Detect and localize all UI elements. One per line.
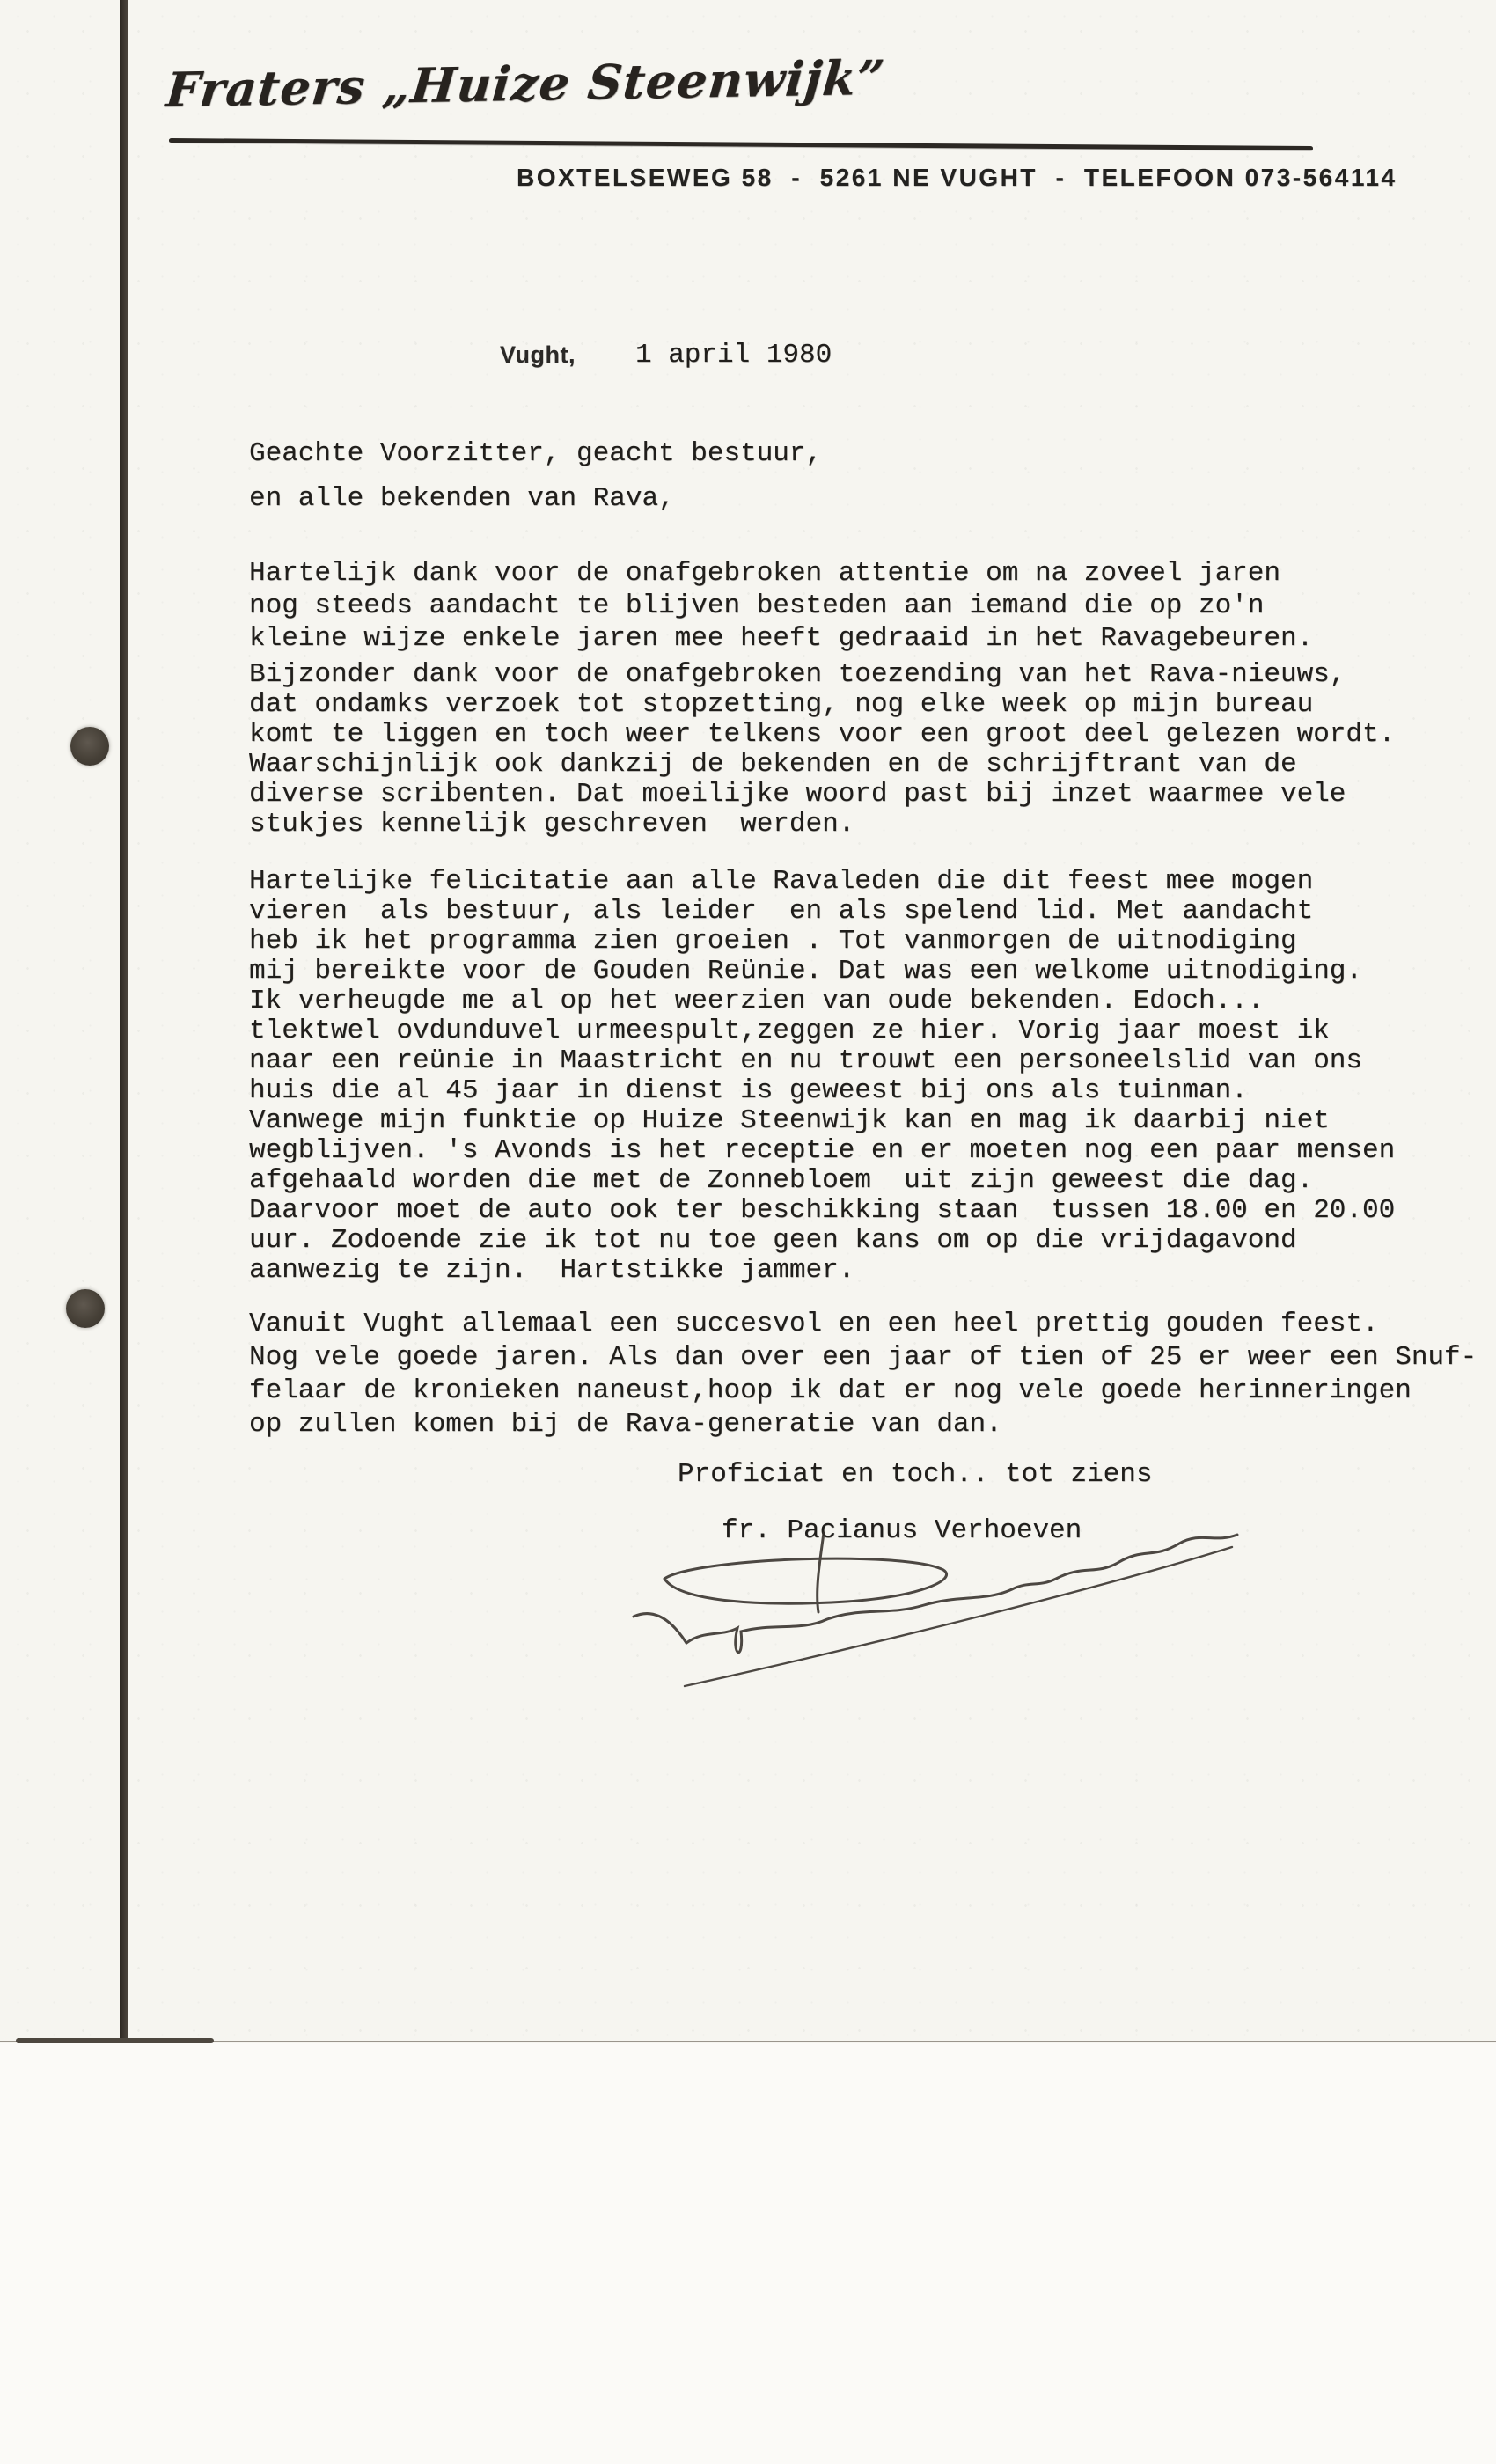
closing-signer-name: fr. Pacianus Verhoeven: [722, 1515, 1082, 1546]
salutation-line-1: Geachte Voorzitter, geacht bestuur,: [249, 438, 823, 469]
letterhead-logo: Fraters „Huize Steenwijk”: [164, 48, 888, 118]
letter-line: Vanuit Vught allemaal een succesvol en een heel prettig gouden feest.: [249, 1309, 1379, 1339]
letterhead-address: BOXTELSEWEG 58 - 5261 NE VUGHT - TELEFOON 073-564114: [517, 164, 1397, 191]
signature-name-stroke: [634, 1535, 1237, 1653]
handwritten-signature: [616, 1524, 1267, 1727]
letter-line: Hartelijk dank voor de onafgebroken attentie om na zoveel jaren: [249, 558, 1280, 589]
letter-line: Waarschijnlijk ook dankzij de bekenden en de schrijftrant van de: [249, 749, 1297, 780]
letter-line: diverse scribenten. Dat moeilijke woord past bij inzet waarmee vele: [249, 779, 1346, 810]
letter-line: uur. Zodoende zie ik tot nu toe geen kans om op die vrijdagavond: [249, 1225, 1297, 1256]
letter-line: heb ik het programma zien groeien . Tot vanmorgen de uitnodiging: [249, 926, 1297, 957]
letter-line: mij bereikte voor de Gouden Reünie. Dat was een welkome uitnodiging.: [249, 956, 1363, 986]
letterhead-rule: [169, 138, 1313, 150]
scanner-background: [0, 2043, 1496, 2464]
letter-line: Vanwege mijn funktie op Huize Steenwijk kan en mag ik daarbij niet: [249, 1105, 1330, 1136]
book-spine-edge: [120, 0, 128, 2043]
letter-paragraph-4: [249, 1308, 1477, 1441]
punch-hole-bottom: [66, 1289, 105, 1328]
salutation-line-2: en alle bekenden van Rava,: [249, 483, 675, 514]
letter-line: nog steeds aandacht te blijven besteden aan iemand die op zo'n: [249, 590, 1265, 621]
signature-tall-stroke: [818, 1533, 824, 1612]
letter-line: Bijzonder dank voor de onafgebroken toezending van het Rava-nieuws,: [249, 659, 1346, 690]
letter-line: aanwezig te zijn. Hartstikke jammer.: [249, 1255, 855, 1286]
letter-paragraph-3: [249, 867, 1395, 1286]
letter-line: huis die al 45 jaar in dienst is geweest bij ons als tuinman.: [249, 1075, 1248, 1106]
date-place-label: Vught,: [500, 341, 576, 368]
letter-line: felaar de kronieken naneust,hoop ik dat er nog vele goede herinneringen: [249, 1375, 1412, 1406]
closing-farewell: Proficiat en toch.. tot ziens: [678, 1459, 1153, 1490]
letter-line: tlektwel ovdunduvel urmeespult,zeggen ze hier. Vorig jaar moest ik: [249, 1016, 1330, 1046]
signature-underline-stroke: [685, 1547, 1232, 1686]
signature-oval-stroke: [664, 1558, 947, 1603]
letter-line: vieren als bestuur, als leider en als spelend lid. Met aandacht: [249, 896, 1314, 927]
letter-line: dat ondamks verzoek tot stopzetting, nog elke week op mijn bureau: [249, 689, 1314, 720]
letter-line: Nog vele goede jaren. Als dan over een jaar of tien of 25 er weer een Snuf-: [249, 1342, 1478, 1373]
letter-paragraph-1: [249, 557, 1313, 655]
letter-line: stukjes kennelijk geschreven werden.: [249, 809, 855, 840]
letter-line: naar een reünie in Maastricht en nu trouwt een personeelslid van ons: [249, 1045, 1363, 1076]
letter-line: komt te liggen en toch weer telkens voor een groot deel gelezen wordt.: [249, 719, 1396, 750]
letter-paragraph-2: [249, 660, 1395, 840]
punch-hole-top: [70, 727, 109, 766]
letter-line: Hartelijke felicitatie aan alle Ravaleden die dit feest mee mogen: [249, 866, 1314, 897]
letter-line: Ik verheugde me al op het weerzien van oude bekenden. Edoch...: [249, 986, 1265, 1016]
letter-line: wegblijven. 's Avonds is het receptie en er moeten nog een paar mensen: [249, 1135, 1396, 1166]
letter-line: Daarvoor moet de auto ook ter beschikking staan tussen 18.00 en 20.00: [249, 1195, 1396, 1226]
letter-line: op zullen komen bij de Rava-generatie van dan.: [249, 1409, 1002, 1440]
letter-line: kleine wijze enkele jaren mee heeft gedraaid in het Ravagebeuren.: [249, 623, 1314, 654]
typed-date: 1 april 1980: [635, 340, 832, 370]
letter-line: afgehaald worden die met de Zonnebloem uit zijn geweest die dag.: [249, 1165, 1314, 1196]
page-bottom-edge: [0, 2041, 1496, 2042]
